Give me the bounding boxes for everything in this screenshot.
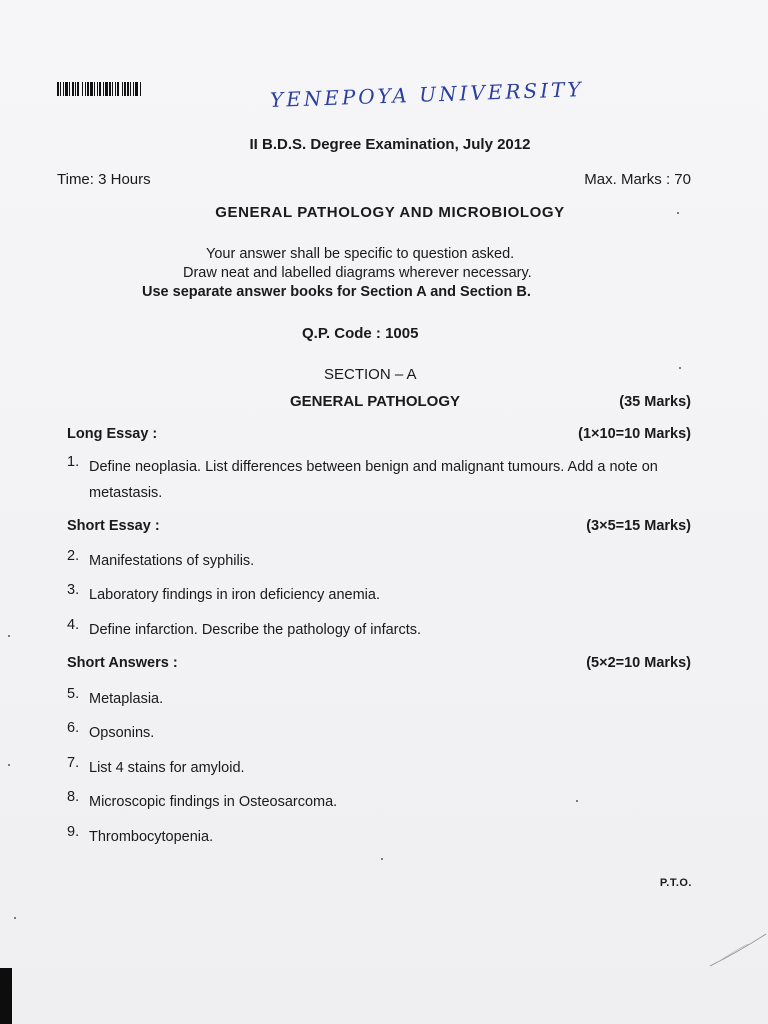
question-item	[67, 617, 669, 643]
question-item	[67, 789, 669, 815]
question-number: 4.	[67, 617, 80, 633]
subject-title: GENERAL PATHOLOGY AND MICROBIOLOGY	[215, 204, 565, 221]
group-title-short-essay: Short Essay :	[67, 518, 160, 534]
question-item	[67, 686, 669, 712]
question-text: Microscopic findings in Osteosarcoma.	[89, 794, 338, 810]
question-number: 7.	[67, 755, 80, 771]
question-number: 1.	[67, 454, 80, 470]
question-text: Laboratory findings in iron deficiency anemia.	[89, 587, 380, 603]
scan-speck	[14, 917, 16, 919]
instruction-line: Your answer shall be specific to question asked.	[206, 246, 515, 262]
question-number: 5.	[67, 686, 80, 702]
question-number: 3.	[67, 582, 80, 598]
question-number: 6.	[67, 720, 80, 736]
handwritten-university-name: YENEPOYA UNIVERSITY	[269, 77, 584, 112]
question-item	[67, 720, 669, 746]
time-allowed: Time: 3 Hours	[57, 171, 151, 188]
question-text: Define neoplasia. List differences between benign and malignant tumours. Add a note on metastasis.	[89, 459, 658, 501]
question-number: 2.	[67, 548, 80, 564]
scan-edge-shadow	[0, 968, 12, 1024]
group-marks-short-answers: (5×2=10 Marks)	[586, 655, 691, 671]
barcode-bar	[141, 82, 142, 96]
scan-speck	[8, 764, 10, 766]
scan-speck	[381, 858, 383, 860]
qp-code: Q.P. Code : 1005	[302, 325, 419, 342]
page-corner-curl	[708, 932, 768, 968]
question-number: 9.	[67, 824, 80, 840]
scan-speck	[8, 635, 10, 637]
scan-speck	[677, 212, 679, 214]
question-number: 8.	[67, 789, 80, 805]
section-label: SECTION – A	[324, 366, 417, 383]
scan-speck	[576, 800, 578, 802]
scan-speck	[679, 367, 681, 369]
group-title-short-answers: Short Answers :	[67, 655, 178, 671]
group-title-long-essay: Long Essay :	[67, 426, 158, 442]
question-text: Metaplasia.	[89, 691, 164, 707]
barcode	[57, 82, 203, 96]
question-text: Thrombocytopenia.	[89, 829, 214, 845]
question-text: Manifestations of syphilis.	[89, 553, 255, 569]
question-item	[67, 548, 669, 574]
section-subject: GENERAL PATHOLOGY	[290, 393, 461, 410]
group-marks-short-essay: (3×5=15 Marks)	[586, 518, 691, 534]
question-item	[67, 454, 669, 506]
question-item	[67, 582, 669, 608]
please-turn-over: P.T.O.	[659, 877, 692, 889]
question-item	[67, 824, 669, 850]
instruction-line: Draw neat and labelled diagrams wherever necessary.	[183, 265, 532, 281]
instruction-line: Use separate answer books for Section A and Section B.	[142, 284, 531, 300]
question-text: List 4 stains for amyloid.	[89, 760, 245, 776]
question-item	[67, 755, 669, 781]
group-marks-long-essay: (1×10=10 Marks)	[578, 426, 691, 442]
max-marks: Max. Marks : 70	[584, 171, 691, 188]
question-text: Define infarction. Describe the pathology of infarcts.	[89, 622, 422, 638]
exam-title: II B.D.S. Degree Examination, July 2012	[249, 136, 531, 153]
section-marks: (35 Marks)	[619, 394, 691, 410]
question-text: Opsonins.	[89, 725, 155, 741]
